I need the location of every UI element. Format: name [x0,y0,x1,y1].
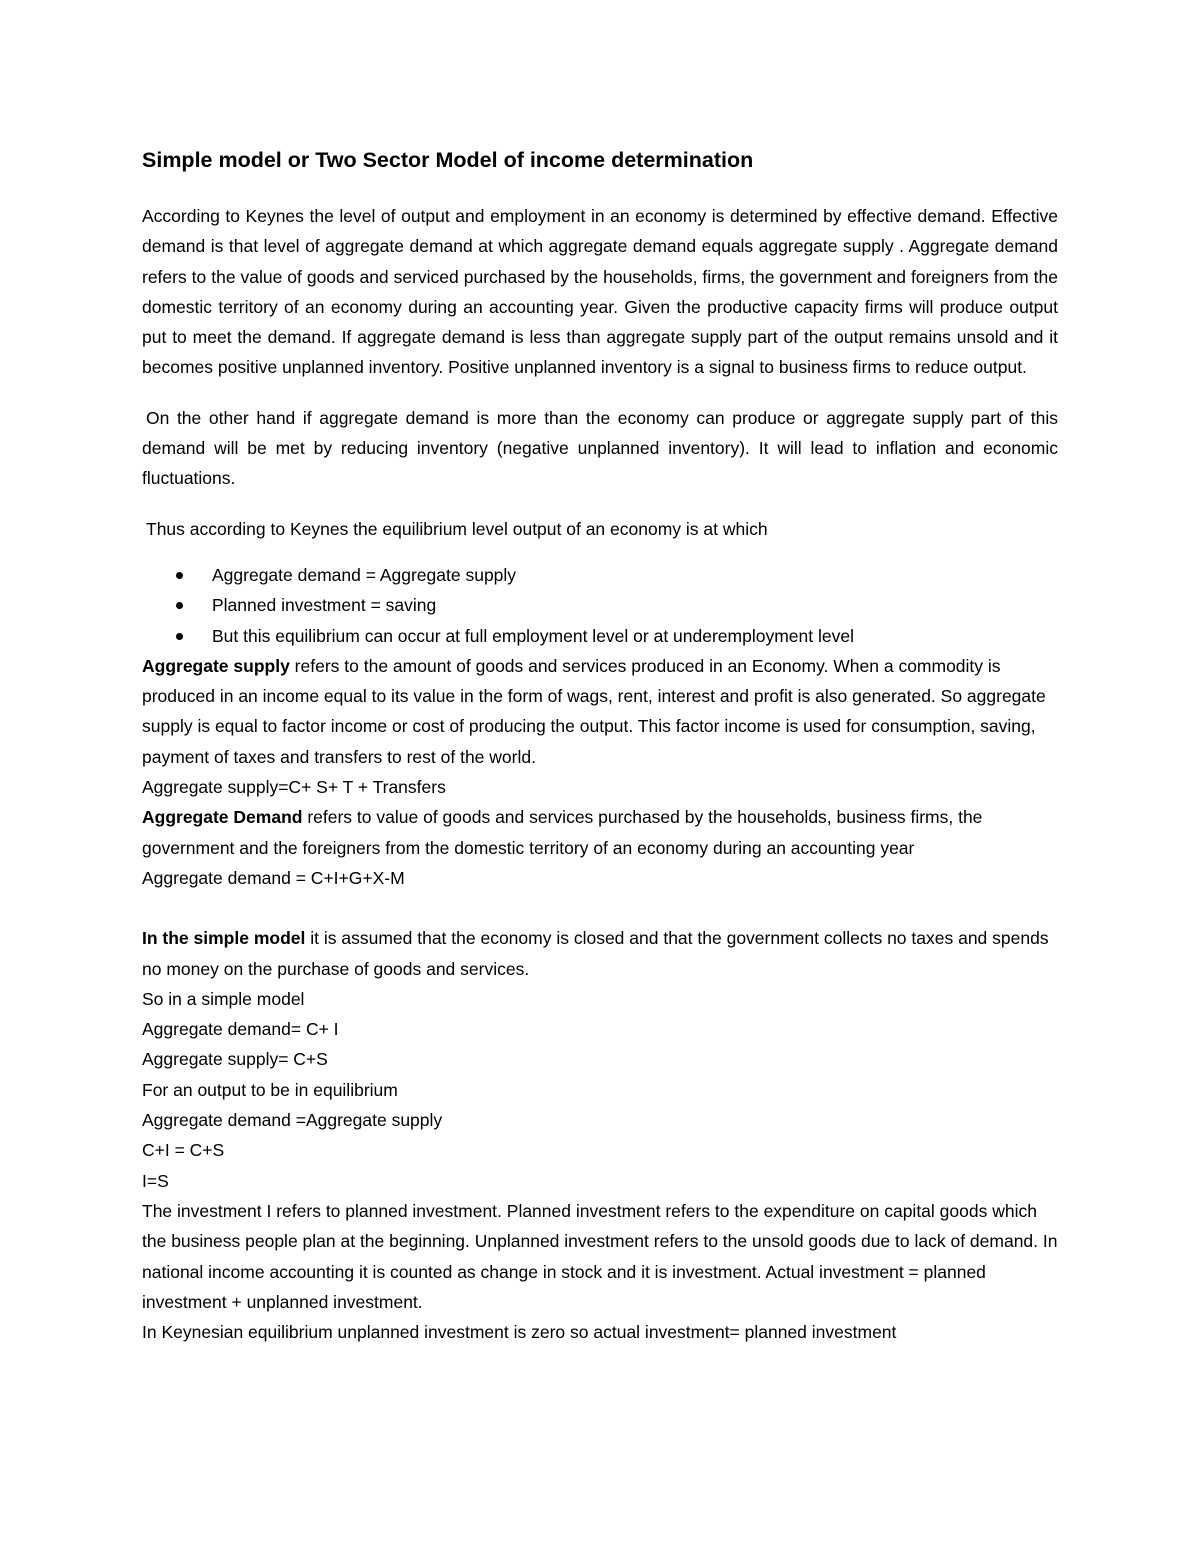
list-item: But this equilibrium can occur at full employment level or at underemployment level [142,621,1058,651]
list-item: Planned investment = saving [142,590,1058,620]
equation-line: C+I = C+S [142,1140,225,1161]
paragraph-simple-model [142,923,1058,984]
list-item: Aggregate demand = Aggregate supply [142,560,1058,590]
aggregate-demand-definition: refers to value of goods and services purchased by the households, business firms, the government and the foreigners from the domestic territory of an economy during an accounting year [142,807,983,858]
paragraph-excess-demand: On the other hand if aggregate demand is more than the economy can produce or aggregate supply part of this demand will be met by reducing inventory (negative unplanned inventory). It will lead to inflation and economic fluctuations. [142,407,1058,489]
formula-aggregate-demand: Aggregate demand = C+I+G+X-M [142,867,405,888]
equation-line: So in a simple model [142,988,305,1009]
aggregate-supply-definition: refers to the amount of goods and services produced in an Economy. When a commodity is produced in an income equal to its value in the form of wags, rent, interest and profit is also generated. So aggregate supply is equal to factor income or cost of producing the output. This factor income is used for consumption, saving, payment of taxes and transfers to rest of the world. [142,655,1046,767]
term-aggregate-supply: Aggregate supply [142,655,290,676]
term-simple-model: In the simple model [142,928,306,949]
equation-line: Aggregate demand =Aggregate supply [142,1110,443,1131]
document-title: Simple model or Two Sector Model of income determination [142,148,754,172]
equilibrium-conditions-list [142,560,1058,651]
simple-model-equations [142,984,1058,1196]
paragraph-effective-demand: According to Keynes the level of output and employment in an economy is determined by effective demand. Effective demand is that level of aggregate demand at which aggregate demand equals aggregate supply . Aggregate demand refers to the value of goods and serviced purchased by the households, firms, the government and foreigners from the domestic territory of an economy during an accounting year. Given the productive capacity firms will produce output put to meet the demand. If aggregate demand is less than aggregate supply part of the output remains unsold and it becomes positive unplanned inventory. Positive unplanned inventory is a signal to business firms to reduce output. [142,206,1058,378]
paragraph-aggregate-supply [142,651,1058,772]
paragraph-keynesian-equilibrium: In Keynesian equilibrium unplanned investment is zero so actual investment= planned investment [142,1322,897,1343]
equation-line: Aggregate demand= C+ I [142,1019,339,1040]
simple-model-assumption: it is assumed that the economy is closed and that the government collects no taxes and spends no money on the purchase of goods and services. [142,928,1049,979]
equation-line: Aggregate supply= C+S [142,1049,328,1070]
term-aggregate-demand: Aggregate Demand [142,807,303,828]
paragraph-planned-investment: The investment I refers to planned investment. Planned investment refers to the expenditure on capital goods which the business people plan at the beginning. Unplanned investment refers to the unsold goods due to lack of demand. In national income accounting it is counted as change in stock and it is investment. Actual investment = planned investment + unplanned investment. [142,1200,1058,1312]
paragraph-equilibrium-intro: Thus according to Keynes the equilibrium level output of an economy is at which [146,518,768,539]
equation-line: For an output to be in equilibrium [142,1079,398,1100]
paragraph-aggregate-demand [142,802,1058,863]
spacer [142,893,1058,923]
formula-aggregate-supply: Aggregate supply=C+ S+ T + Transfers [142,777,446,798]
document-body [142,145,1058,1347]
equation-line: I=S [142,1170,169,1191]
